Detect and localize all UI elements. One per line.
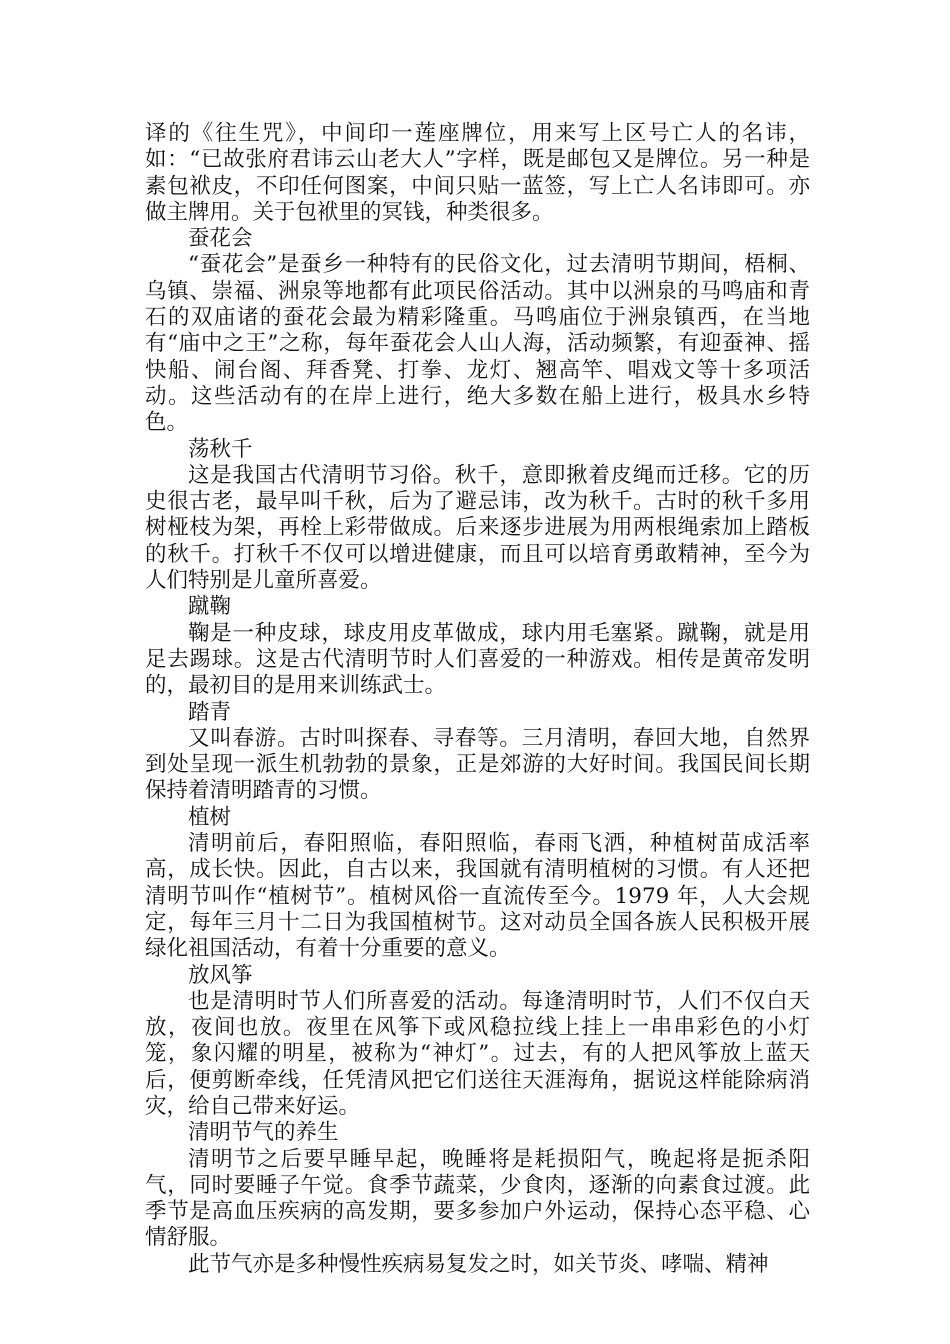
section-heading: 蹴鞠 — [188, 594, 232, 620]
paragraph-text: 清明节之后要早睡早起，晚睡将是耗损阳气，晚起将是扼杀阳气，同时要睡子午觉。食季节蔬菜，少食肉，逐渐的向素食过渡。此季节是高血压疾病的高发期，要多参加户外运动，保持心态平稳、心情舒服。 — [145, 1146, 810, 1251]
section-heading: 荡秋千 — [188, 436, 253, 462]
paragraph-text: 又叫春游。古时叫探春、寻春等。三月清明，春回大地，自然界到处呈现一派生机勃勃的景象，正是郊游的大好时间。我国民间长期保持着清明踏青的习惯。 — [145, 725, 810, 804]
document-page — [145, 121, 810, 1278]
paragraph-text: “蚕花会”是蚕乡一种特有的民俗文化，过去清明节期间，梧桐、乌镇、崇福、洲泉等地都有此项民俗活动。其中以洲泉的马鸣庙和青石的双庙诸的蚕花会最为精彩隆重。马鸣庙位于洲泉镇西，在当地有“庙中之王”之称，每年蚕花会人山人海，活动频繁，有迎蚕神、摇快船、闹台阁、拜香凳、打拳、龙灯、翘高竿、唱戏文等十多项活动。这些活动有的在岸上进行，绝大多数在船上进行，极具水乡特色。 — [145, 252, 810, 436]
paragraph-text: 这是我国古代清明节习俗。秋千，意即揪着皮绳而迁移。它的历史很古老，最早叫千秋，后为了避忌讳，改为秋千。古时的秋千多用树桠枝为架，再栓上彩带做成。后来逐步进展为用两根绳索加上踏板的秋千。打秋千不仅可以增进健康，而且可以培育勇敢精神，至今为人们特别是儿童所喜爱。 — [145, 462, 810, 594]
section-heading: 放风筝 — [188, 962, 253, 988]
paragraph-text: 也是清明时节人们所喜爱的活动。每逢清明时节，人们不仅白天放，夜间也放。夜里在风筝下或风稳拉线上挂上一串串彩色的小灯笼，象闪耀的明星，被称为“神灯”。过去，有的人把风筝放上蓝天后，便剪断牵线，任凭清风把它们送往天涯海角，据说这样能除病消灾，给自己带来好运。 — [145, 988, 810, 1119]
paragraph-text: 清明前后，春阳照临，春阳照临，春雨飞洒，种植树苗成活率高，成长快。因此，自古以来，我国就有清明植树的习惯。有人还把清明节叫作“植树节”。植树风俗一直流传至今。1979 年，人大会规定，每年三月十二日为我国植树节。这对动员全国各族人民积极开展绿化祖国活动，有着十分重要的意义。 — [145, 831, 810, 962]
section-heading: 植树 — [188, 804, 232, 830]
section-heading: 清明节气的养生 — [188, 1120, 339, 1146]
paragraph-text: 鞠是一种皮球，球皮用皮革做成，球内用毛塞紧。蹴鞠，就是用足去踢球。这是古代清明节时人们喜爱的一种游戏。相传是黄帝发明的，最初目的是用来训练武士。 — [145, 620, 810, 699]
section-heading: 踏青 — [188, 699, 232, 725]
section-heading: 蚕花会 — [188, 226, 253, 252]
paragraph-text: 译的《往生咒》，中间印一莲座牌位，用来写上区号亡人的名讳，如：“已故张府君讳云山老大人”字样，既是邮包又是牌位。另一种是素包袱皮，不印任何图案，中间只贴一蓝签，写上亡人名讳即可。亦做主牌用。关于包袱里的冥钱，种类很多。 — [145, 121, 810, 225]
paragraph-text: 此节气亦是多种慢性疾病易复发之时，如关节炎、哮喘、精神 — [188, 1251, 769, 1277]
